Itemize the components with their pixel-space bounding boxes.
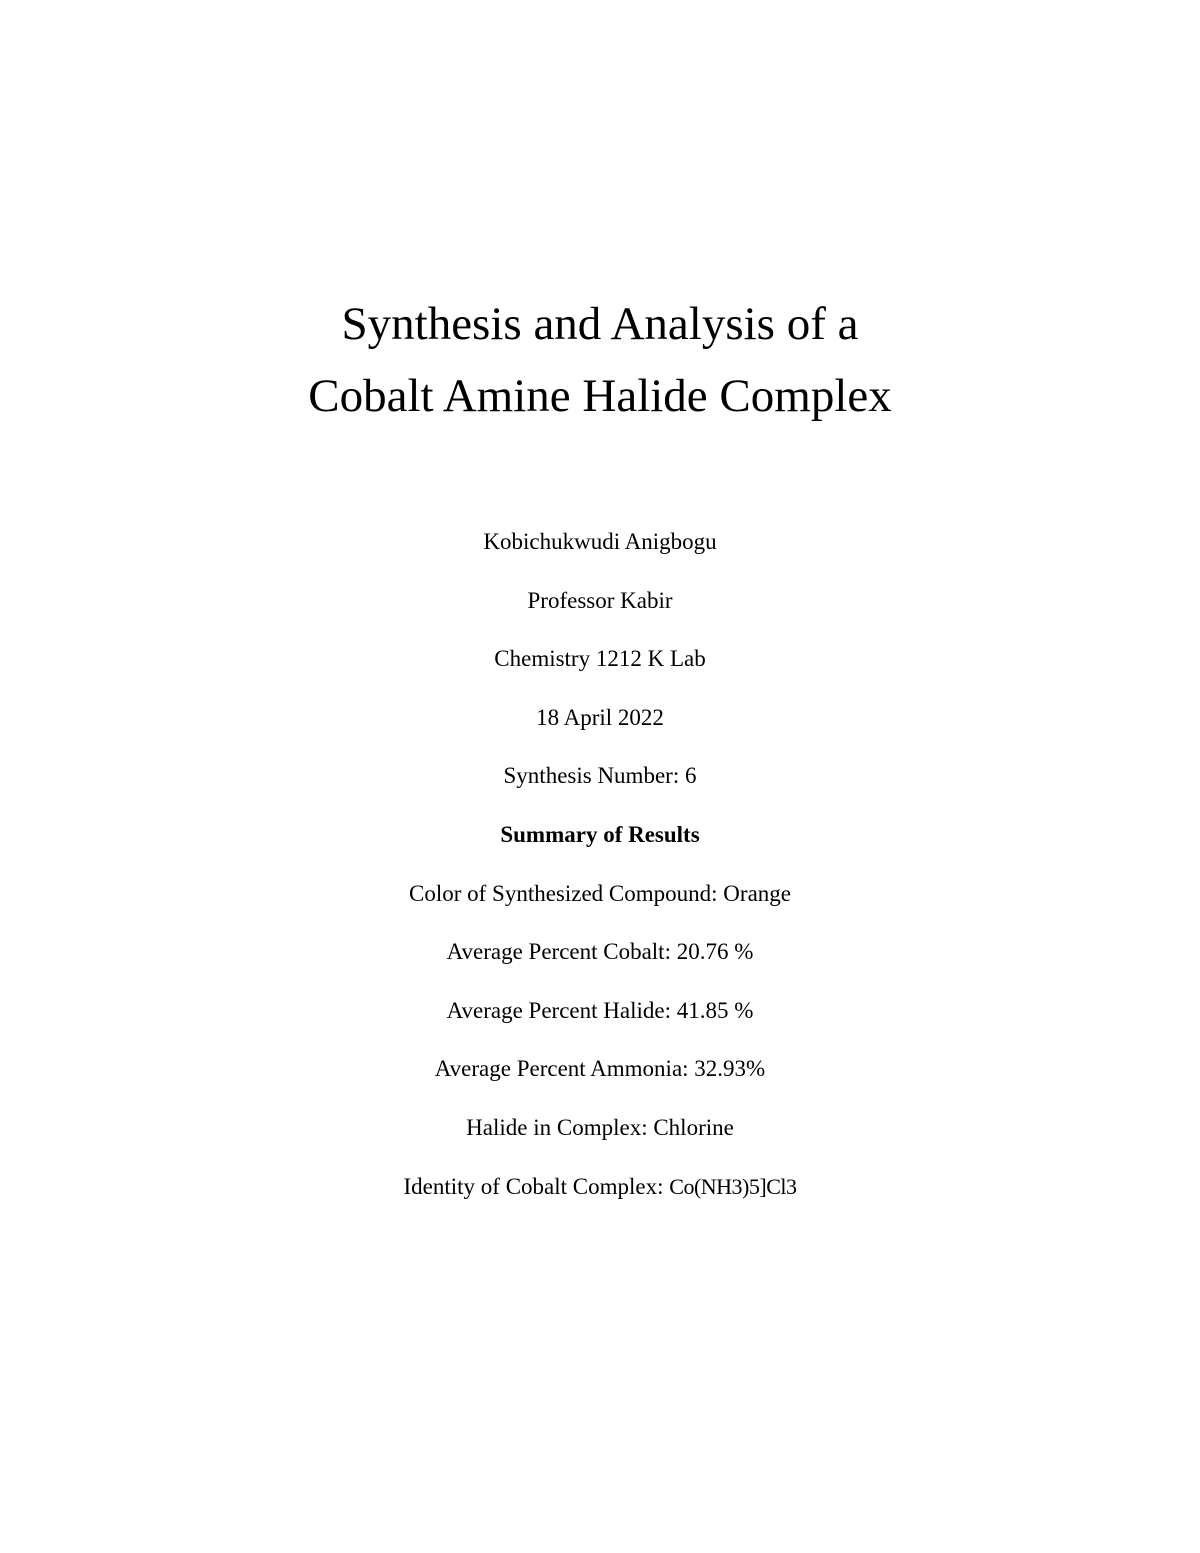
complex-identity-label: Identity of Cobalt Complex: <box>403 1173 664 1199</box>
result-color: Color of Synthesized Compound: Orange <box>408 880 791 906</box>
result-halide-identity: Halide in Complex: Chlorine <box>466 1114 734 1140</box>
summary-heading: Summary of Results <box>500 821 700 847</box>
author-name: Kobichukwudi Anigbogu <box>483 529 717 554</box>
title-page-details <box>0 513 1200 1216</box>
course-name: Chemistry 1212 K Lab <box>494 646 706 672</box>
title-line-2: Cobalt Amine Halide Complex <box>308 370 892 422</box>
document-date: 18 April 2022 <box>536 704 664 730</box>
document-title <box>0 288 1200 432</box>
synthesis-number: Synthesis Number: 6 <box>503 763 697 789</box>
result-complex-identity <box>0 1158 1200 1217</box>
professor-name: Professor Kabir <box>527 587 673 613</box>
result-cobalt-percent: Average Percent Cobalt: 20.76 % <box>446 939 754 965</box>
result-halide-percent: Average Percent Halide: 41.85 % <box>446 997 754 1023</box>
result-ammonia-percent: Average Percent Ammonia: 32.93% <box>434 1056 766 1082</box>
title-line-1: Synthesis and Analysis of a <box>341 298 859 350</box>
complex-formula: Co(NH3)5]Cl3 <box>669 1173 797 1199</box>
